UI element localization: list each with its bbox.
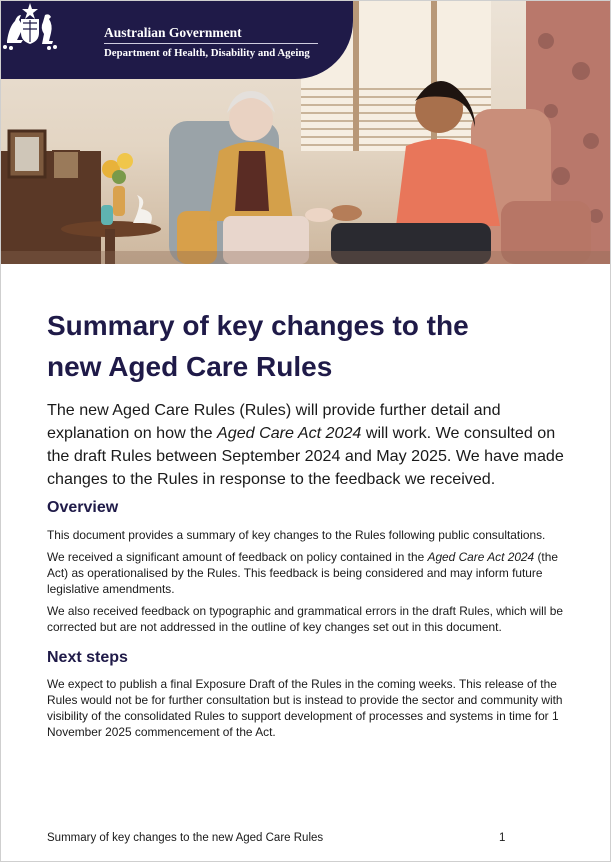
next-steps-heading: Next steps bbox=[47, 649, 128, 666]
intro-text-start: The new Aged Care Rules (Rules) will provide further detail and explanation on how the bbox=[47, 401, 501, 442]
overview-paragraph-3: We also received feedback on typographic and grammatical errors in the draft Rules, which will be corrected but are not addressed in the outline of key changes set out in this document. bbox=[47, 604, 563, 634]
banner-divider bbox=[104, 43, 318, 44]
overview-p2-end: (the Act) as operationalised by the Rules. This feedback is being considered and may inform future legislative amendments. bbox=[47, 550, 558, 596]
overview-paragraph-2 bbox=[47, 549, 577, 597]
title-line-1: Summary of key changes to the bbox=[47, 310, 469, 341]
intro-text-end: will work. We consulted on the draft Rules between September 2024 and May 2025. We have made changes to the Rules in response to the feedback we received. bbox=[47, 424, 564, 488]
overview-p2-start: We received a significant amount of feedback on policy contained in the bbox=[47, 550, 428, 564]
overview-paragraph-1: This document provides a summary of key changes to the Rules following public consultations. bbox=[47, 528, 546, 542]
hero-photo bbox=[1, 1, 610, 264]
overview-heading: Overview bbox=[47, 499, 119, 516]
overview-p2-act-name: Aged Care Act 2024 bbox=[427, 550, 535, 564]
government-banner bbox=[1, 1, 353, 79]
intro-act-name: Aged Care Act 2024 bbox=[217, 424, 362, 442]
title-line-2: new Aged Care Rules bbox=[47, 351, 333, 382]
page-number: 1 bbox=[499, 832, 506, 844]
next-steps-paragraph: We expect to publish a final Exposure Draft of the Rules in the coming weeks. This release of the Rules would not be for further consultation but is instead to provide the sector and community with visibility of the consolidated Rules to support development of processes and systems in time for 1 November 2025 commencement of the Act. bbox=[47, 677, 563, 739]
page-title bbox=[47, 305, 567, 387]
government-name: Australian Government bbox=[104, 25, 242, 40]
coat-of-arms-icon bbox=[1, 1, 59, 51]
department-name: Department of Health, Disability and Ageing bbox=[104, 47, 310, 59]
intro-paragraph bbox=[47, 399, 577, 491]
footer-title: Summary of key changes to the new Aged Care Rules bbox=[47, 832, 324, 844]
